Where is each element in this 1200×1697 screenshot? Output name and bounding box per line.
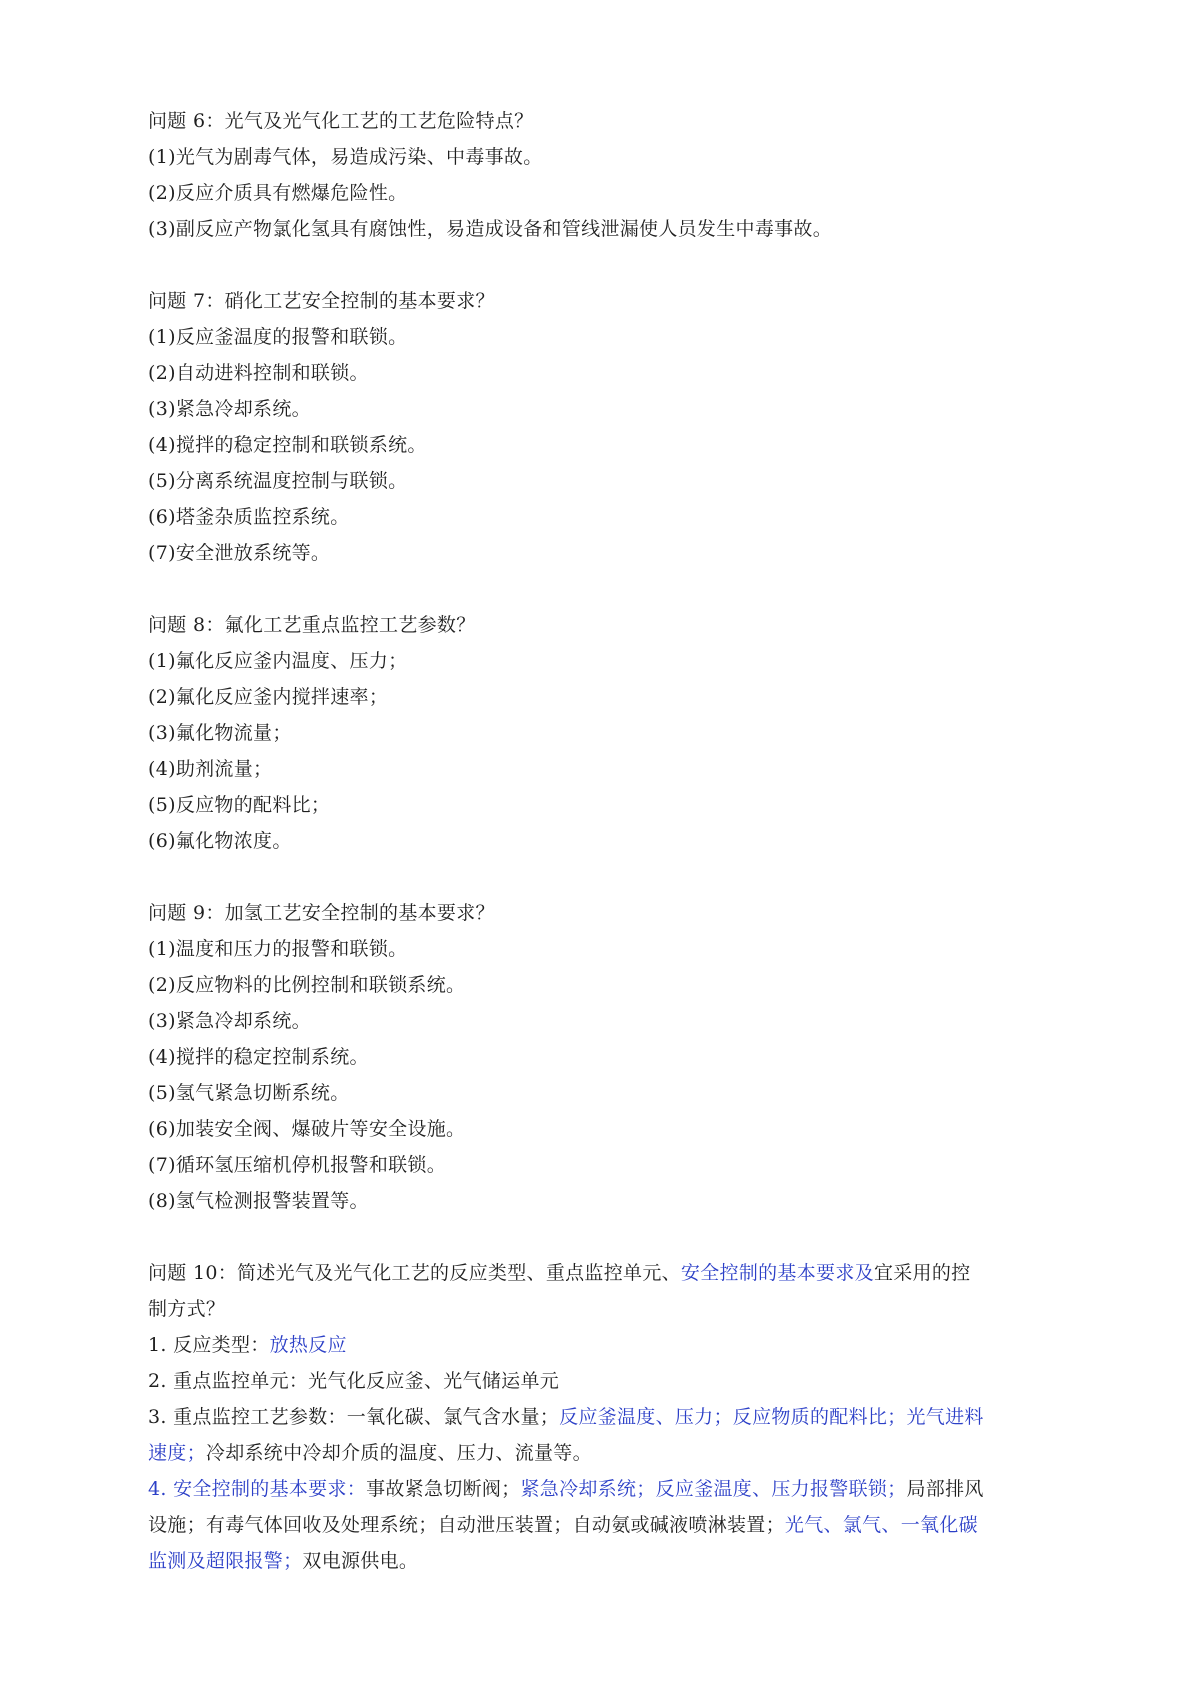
spacer [148,247,1110,283]
question-6-item-1: (1)光气为剧毒气体，易造成污染、中毒事故。 [148,146,543,168]
question-10-title-part-1: 问题 10：简述光气及光气化工艺的反应类型、重点监控单元、 [148,1262,681,1284]
answer-4-line-2-part-1: 设施；有毒气体回收及处理系统；自动泄压装置；自动氨或碱液喷淋装置； [148,1514,785,1536]
answer-4-highlight: 紧急冷却系统；反应釜温度、压力报警联锁； [520,1478,907,1500]
question-7-item-4: (4)搅拌的稳定控制和联锁系统。 [148,434,427,456]
answer-3-line-2 [148,1435,1110,1471]
question-8-item-4: (4)助剂流量； [148,758,273,780]
spacer [148,859,1110,895]
question-6-title: 问题 6：光气及光气化工艺的工艺危险特点？ [148,110,534,132]
answer-1 [148,1327,1110,1363]
answer-4-line-3 [148,1543,1110,1579]
answer-3-part-1: 3. 重点监控工艺参数：一氧化碳、氯气含水量； [148,1406,560,1428]
answer-3-line-1 [148,1399,1110,1435]
question-7-item-7: (7)安全泄放系统等。 [148,542,331,564]
question-9-item-5: (5)氢气紧急切断系统。 [148,1082,350,1104]
question-7-item-3: (3)紧急冷却系统。 [148,398,311,420]
question-9-item-4: (4)搅拌的稳定控制系统。 [148,1046,369,1068]
answer-2: 2. 重点监控单元：光气化反应釜、光气储运单元 [148,1370,560,1392]
answer-4-line-1 [148,1471,1110,1507]
question-9-item-2: (2)反应物料的比例控制和联锁系统。 [148,974,466,996]
question-8-title: 问题 8：氟化工艺重点监控工艺参数？ [148,614,476,636]
answer-4-part-3: 局部排风 [906,1478,984,1500]
question-7-item-5: (5)分离系统温度控制与联锁。 [148,470,408,492]
answer-3-highlight: 反应釜温度、压力；反应物质的配料比；光气进料 [559,1406,984,1428]
answer-4-line-3-rest: 双电源供电。 [302,1550,419,1572]
question-6-item-3: (3)副反应产物氯化氢具有腐蚀性，易造成设备和管线泄漏使人员发生中毒事故。 [148,218,833,240]
question-7-item-1: (1)反应釜温度的报警和联锁。 [148,326,408,348]
question-7-item-2: (2)自动进料控制和联锁。 [148,362,369,384]
question-10-title [148,1255,1110,1291]
spacer [148,571,1110,607]
question-8-item-5: (5)反应物的配料比； [148,794,331,816]
question-9-item-8: (8)氢气检测报警装置等。 [148,1190,369,1212]
question-10-title-highlight: 安全控制的基本要求及 [680,1262,874,1284]
question-8-item-1: (1)氟化反应釜内温度、压力； [148,650,408,672]
answer-4-line-2 [148,1507,1110,1543]
answer-1-value: 放热反应 [269,1334,347,1356]
question-9-item-6: (6)加装安全阀、爆破片等安全设施。 [148,1118,466,1140]
question-8-item-3: (3)氟化物流量； [148,722,292,744]
answer-3-line-2-rest: 冷却系统中冷却介质的温度、压力、流量等。 [205,1442,592,1464]
question-9-item-1: (1)温度和压力的报警和联锁。 [148,938,408,960]
question-7-item-6: (6)塔釜杂质监控系统。 [148,506,350,528]
answer-4-line-3-highlight: 监测及超限报警； [148,1550,303,1572]
spacer [148,1219,1110,1255]
question-8-item-2: (2)氟化反应釜内搅拌速率； [148,686,389,708]
question-9-title: 问题 9：加氢工艺安全控制的基本要求？ [148,902,495,924]
question-7-title: 问题 7：硝化工艺安全控制的基本要求？ [148,290,495,312]
answer-1-label: 1. 反应类型： [148,1334,270,1356]
question-9-item-3: (3)紧急冷却系统。 [148,1010,311,1032]
answer-4-line-2-highlight: 光气、氯气、一氧化碳 [784,1514,978,1536]
question-8-item-6: (6)氟化物浓度。 [148,830,292,852]
answer-4-label: 4. 安全控制的基本要求： [148,1478,367,1500]
answer-4-part-1: 事故紧急切断阀； [366,1478,521,1500]
answer-3-line-2-highlight: 速度； [148,1442,206,1464]
question-10-title-line-2: 制方式？ [148,1298,226,1320]
question-6-item-2: (2)反应介质具有燃爆危险性。 [148,182,408,204]
question-9-item-7: (7)循环氢压缩机停机报警和联锁。 [148,1154,447,1176]
question-10-title-part-3: 宜采用的控 [873,1262,971,1284]
